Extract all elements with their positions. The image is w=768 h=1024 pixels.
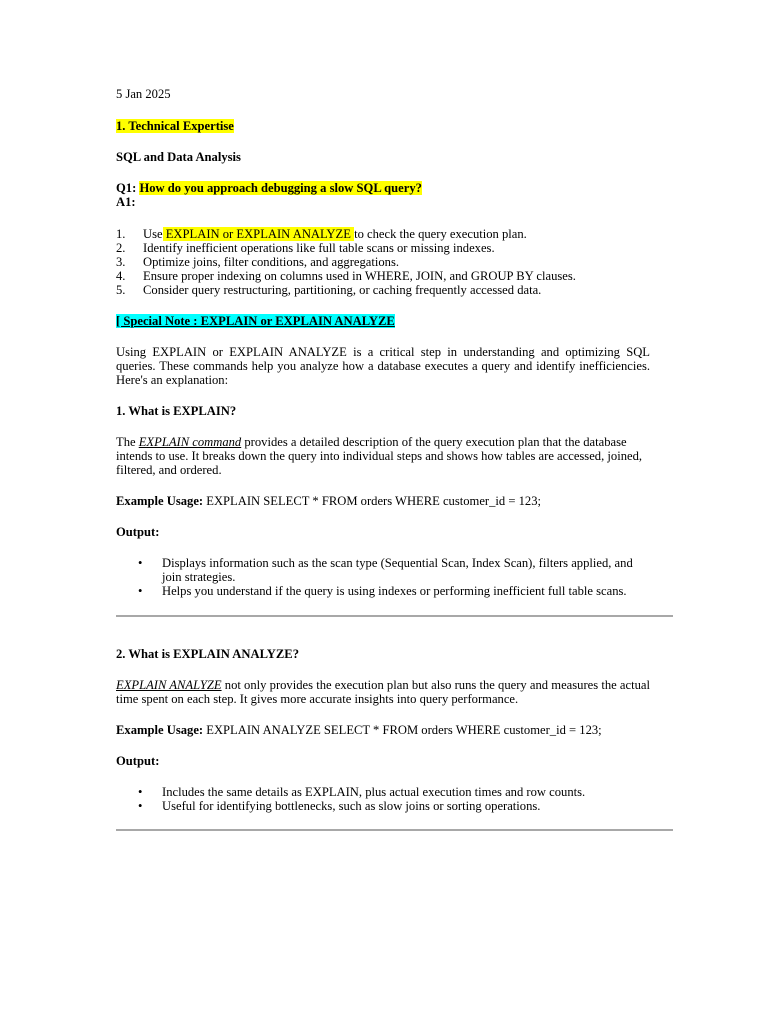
step-text-post: to check the query execution plan. [354, 227, 527, 241]
list-item [116, 255, 576, 269]
answer-steps-list [116, 227, 576, 297]
explain-output-list [116, 556, 652, 598]
list-item [116, 227, 576, 241]
list-item: • Useful for identifying bottlenecks, such as slow joins or sorting operations. [116, 799, 652, 813]
step-text: Identify inefficient operations like full table scans or missing indexes. [143, 241, 495, 255]
explain-output-label: Output: [116, 525, 160, 539]
list-item [116, 269, 576, 283]
answer-label: A1: [116, 195, 136, 209]
step-text: Ensure proper indexing on columns used in WHERE, JOIN, and GROUP BY clauses. [143, 269, 576, 283]
explain-example [116, 494, 541, 508]
section-heading-text: 1. Technical Expertise [116, 119, 234, 133]
example-code: EXPLAIN SELECT * FROM orders WHERE customer_id = 123; [203, 494, 542, 508]
list-item: • Helps you understand if the query is using indexes or performing inefficient full table scans. [116, 584, 652, 598]
step-text-pre: Use [143, 227, 163, 241]
list-number: 5. [116, 283, 126, 297]
explain-analyze-description [116, 678, 650, 706]
list-number: 1. [116, 227, 126, 241]
step-text: Consider query restructuring, partitioning, or caching frequently accessed data. [143, 283, 542, 297]
section-heading [116, 119, 234, 133]
list-number: 2. [116, 241, 126, 255]
explain-heading: 1. What is EXPLAIN? [116, 404, 237, 418]
list-number: 4. [116, 269, 126, 283]
explain-analyze-example [116, 723, 602, 737]
example-label: Example Usage: [116, 723, 204, 737]
list-item: • Displays information such as the scan type (Sequential Scan, Index Scan), filters applied, and join strategies. [116, 556, 652, 584]
question-line [116, 181, 422, 195]
special-note-text: [ Special Note : EXPLAIN or EXPLAIN ANALYZE [116, 314, 395, 328]
list-number: 3. [116, 255, 126, 269]
question-text: How do you approach debugging a slow SQL query? [139, 181, 422, 195]
step-highlight: EXPLAIN or EXPLAIN ANALYZE [162, 227, 355, 241]
explain-analyze-desc-post: not only provides the execution plan but also runs the query and measures the actual time spent on each step. It gives more accurate insights into query performance. [116, 678, 650, 706]
horizontal-rule [116, 829, 673, 831]
horizontal-rule [116, 615, 673, 617]
subsection-heading: SQL and Data Analysis [116, 150, 241, 164]
list-item: • Includes the same details as EXPLAIN, plus actual execution times and row counts. [116, 785, 652, 799]
explain-analyze-heading: 2. What is EXPLAIN ANALYZE? [116, 647, 300, 661]
explain-desc-post: provides a detailed description of the query execution plan that the database intends to use. It breaks down the query into individual steps and shows how tables are accessed, joined, filtered, and ordered. [116, 435, 643, 477]
example-code: EXPLAIN ANALYZE SELECT * FROM orders WHERE customer_id = 123; [203, 723, 602, 737]
special-note [116, 314, 395, 328]
document-date: 5 Jan 2025 [116, 87, 171, 101]
explain-analyze-term: EXPLAIN ANALYZE [116, 678, 222, 692]
explain-analyze-output-list [116, 785, 652, 813]
list-item [116, 283, 576, 297]
intro-paragraph: Using EXPLAIN or EXPLAIN ANALYZE is a critical step in understanding and optimizing SQL queries. These commands help you analyze how a database executes a query and identify inefficiencies. Here's an explanation: [116, 345, 650, 387]
explain-desc-pre: The [116, 435, 139, 449]
explain-analyze-output-label: Output: [116, 754, 160, 768]
example-label: Example Usage: [116, 494, 204, 508]
question-label: Q1: [116, 181, 137, 195]
explain-description [116, 435, 650, 477]
step-text: Optimize joins, filter conditions, and aggregations. [143, 255, 400, 269]
explain-term: EXPLAIN command [138, 435, 242, 449]
list-item [116, 241, 576, 255]
